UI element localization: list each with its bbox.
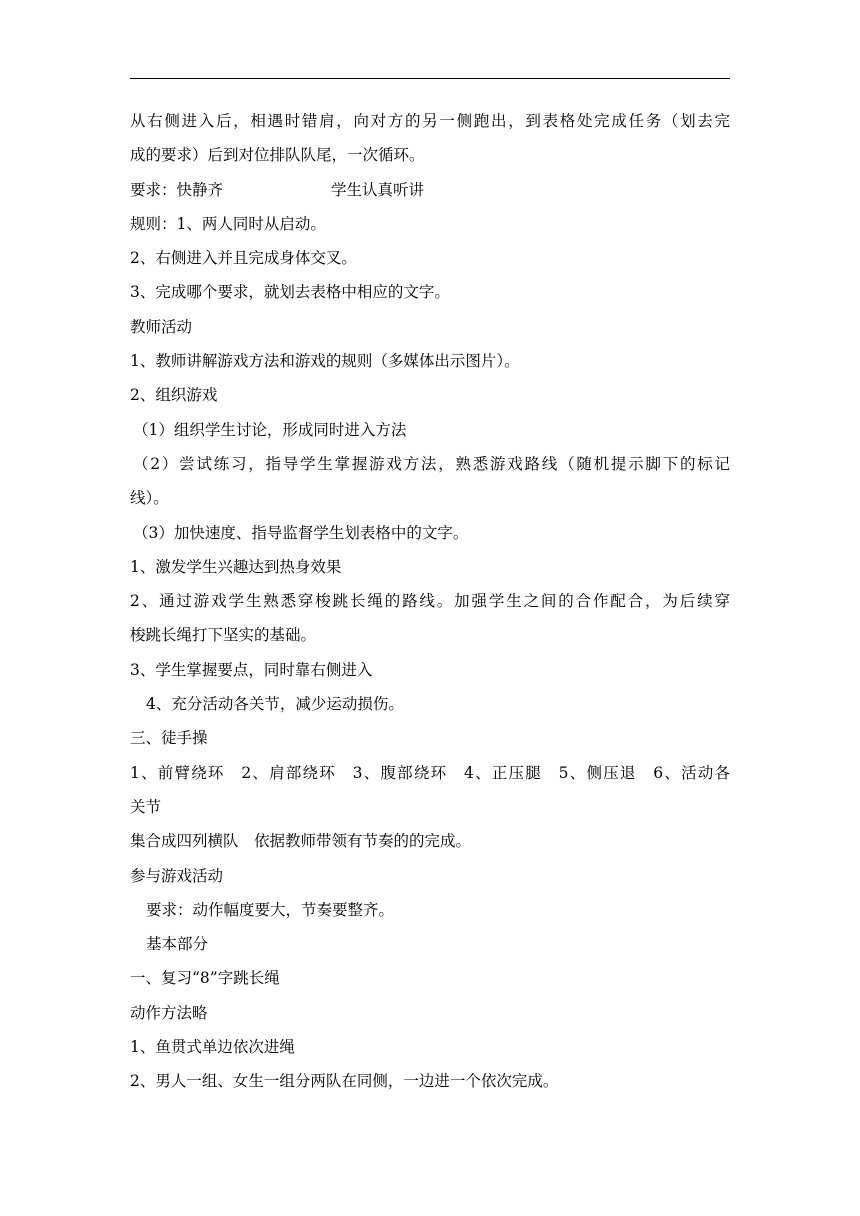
- list-item: 1、鱼贯式单边依次进绳: [130, 1038, 295, 1057]
- paragraph-line: 动作方法略: [130, 1003, 208, 1022]
- list-item: 2、通过游戏学生熟悉穿梭跳长绳的路线。加强学生之间的合作配合，为后续穿: [130, 592, 730, 611]
- list-item: 3、学生掌握要点，同时靠右侧进入: [130, 660, 373, 679]
- section-heading: 一、复习“8”字跳长绳: [130, 969, 280, 988]
- rule-line: 规则：1、两人同时从启动。: [130, 214, 326, 233]
- list-item: 2、男人一组、女生一组分两队在同侧，一边进一个依次完成。: [130, 1072, 559, 1091]
- list-item: 1、激发学生兴趣达到热身效果: [130, 557, 342, 576]
- rule-line: 3、完成哪个要求，就划去表格中相应的文字。: [130, 283, 450, 302]
- sub-list-item: （1）组织学生讨论，形成同时进入方法: [133, 420, 407, 439]
- list-item: 1、教师讲解游戏方法和游戏的规则（多媒体出示图片）。: [130, 352, 520, 371]
- sub-list-item: （2）尝试练习，指导学生掌握游戏方法，熟悉游戏路线（随机提示脚下的标记: [133, 454, 730, 473]
- exercise-list-continuation: 关节: [130, 797, 162, 816]
- sub-list-item-continuation: 线）。: [130, 489, 169, 508]
- exercise-list: 1、前臂绕环 2、肩部绕环 3、腹部绕环 4、正压腿 5、侧压退 6、活动各: [130, 763, 731, 782]
- rule-line: 2、右侧进入并且完成身体交叉。: [130, 249, 357, 268]
- list-item-continuation: 梭跳长绳打下坚实的基础。: [130, 626, 317, 645]
- paragraph-line: 集合成四列横队 依据教师带领有节奏的的完成。: [130, 832, 472, 851]
- sub-list-item: （3）加快速度、指导监督学生划表格中的文字。: [133, 523, 469, 542]
- section-heading: 基本部分: [146, 935, 209, 954]
- requirement-line: 要求：动作幅度要大，节奏要整齐。: [146, 900, 395, 919]
- paragraph-line: 成的要求）后到对位排队队尾，一次循环。: [130, 146, 425, 165]
- requirement-line: [130, 173, 730, 207]
- requirement-text: 要求：快静齐: [130, 180, 224, 199]
- paragraph-line: 从右侧进入后，相遇时错肩，向对方的另一侧跑出，到表格处完成任务（划去完: [130, 112, 730, 130]
- list-item: 2、组织游戏: [130, 386, 218, 405]
- section-heading: 教师活动: [130, 317, 193, 336]
- header-rule: [130, 78, 730, 79]
- student-activity-text: 学生认真听讲: [331, 180, 425, 199]
- paragraph-line: 参与游戏活动: [130, 866, 224, 885]
- document-body: [130, 104, 730, 1099]
- list-item: 4、充分活动各关节，减少运动损伤。: [146, 695, 404, 714]
- section-heading: 三、徒手操: [130, 729, 208, 748]
